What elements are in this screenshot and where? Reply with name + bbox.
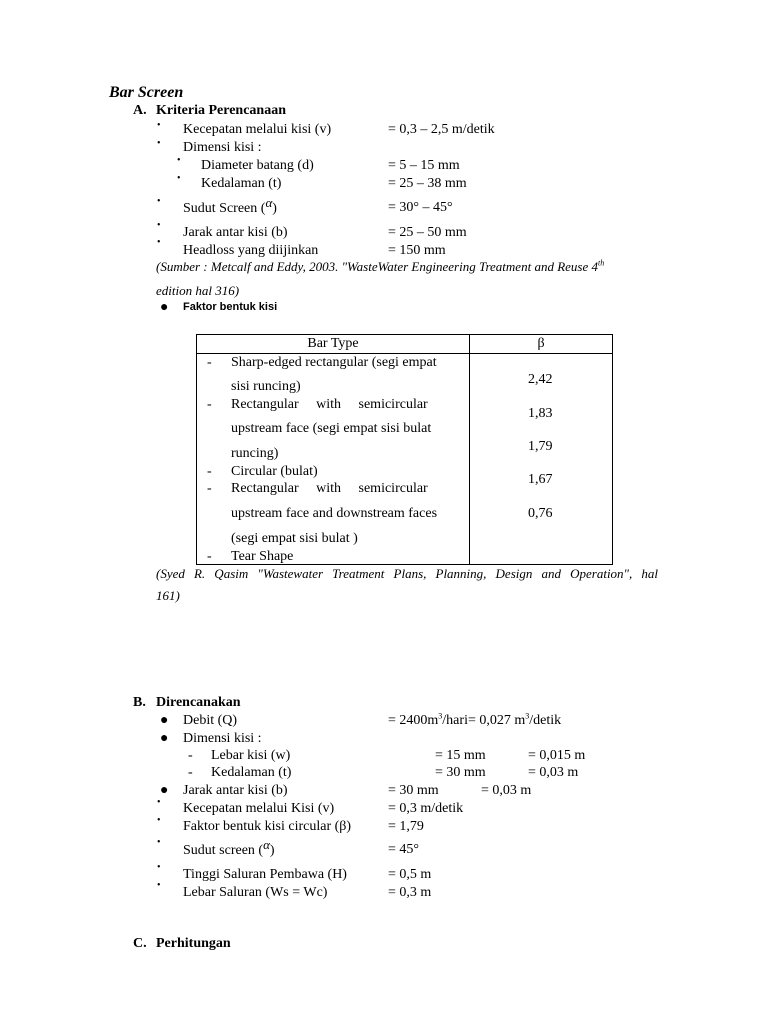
bar-type-text: Tear Shape — [231, 549, 294, 564]
criteria-label: Kecepatan melalui kisi (v) — [183, 122, 332, 137]
plan-label: Lebar Saluran (Ws = Wc) — [183, 885, 328, 900]
plan-label: Lebar kisi (w) — [211, 748, 291, 763]
plan-value: = 1,79 — [388, 819, 424, 834]
criteria-value: = 30° – 45° — [388, 200, 453, 215]
plan-value: = $2400m^3/hari= 0,027$ $m^3$/detik — [388, 711, 562, 728]
plan-label: Dimensi kisi : — [183, 731, 262, 746]
bullet-icon: ● — [160, 783, 169, 798]
list-dash: - — [207, 397, 212, 412]
bar-type-text: Rectangular with semicircular — [231, 481, 428, 496]
section-b-title: Direncanakan — [156, 695, 241, 710]
bullet-icon: ● — [160, 300, 169, 315]
plan-label: Tinggi Saluran Pembawa (H) — [183, 867, 347, 882]
criteria-value: = 150 mm — [388, 243, 446, 258]
bullet-icon: • — [177, 173, 181, 184]
bullet-icon: • — [157, 797, 161, 808]
bullet-icon: • — [157, 120, 161, 131]
alpha-symbol: α — [265, 195, 273, 210]
plan-label: Faktor bentuk kisi circular (β) — [183, 819, 352, 834]
criteria-value: = 0,3 – 2,5 m/detik — [388, 122, 495, 137]
criteria-label: Sudut Screen (α) — [183, 195, 277, 216]
bar-type-text: Rectangular with semicircular — [231, 397, 428, 412]
faktor-label: Faktor bentuk kisi — [183, 301, 278, 313]
list-dash: - — [207, 464, 212, 479]
bullet-icon: • — [157, 815, 161, 826]
criteria-value: = 25 – 50 mm — [388, 225, 467, 240]
bullet-icon: • — [157, 862, 161, 873]
list-dash: - — [188, 748, 193, 763]
plan-label: Kedalaman (t) — [211, 765, 292, 780]
criteria-label: Diameter batang (d) — [201, 158, 314, 173]
beta-value: 1,67 — [528, 472, 553, 487]
list-dash: - — [207, 355, 212, 370]
section-c-heading: C. — [133, 936, 147, 951]
plan-label: Kecepatan melalui Kisi (v) — [183, 801, 335, 816]
criteria-value: = 25 – 38 mm — [388, 176, 467, 191]
criteria-label: Kedalaman (t) — [201, 176, 282, 191]
criteria-label: Dimensi kisi : — [183, 140, 262, 155]
plan-value: = 0,3 m — [388, 885, 432, 900]
plan-value: = 30 mm — [388, 783, 439, 798]
plan-value: = 15 mm — [435, 748, 486, 763]
beta-value: 1,83 — [528, 406, 553, 421]
plan-value: = 30 mm — [435, 765, 486, 780]
bar-type-text: upstream face (segi empat sisi bulat — [231, 421, 432, 436]
bullet-icon: • — [177, 155, 181, 166]
plan-label: Debit (Q) — [183, 713, 238, 728]
bar-type-text: sisi runcing) — [231, 379, 301, 394]
bar-type-text: runcing) — [231, 446, 279, 461]
alpha-symbol: α — [263, 837, 270, 852]
beta-value: 2,42 — [528, 372, 553, 387]
bar-type-text: (segi empat sisi bulat ) — [231, 531, 358, 546]
table-header-type: Bar Type — [197, 335, 470, 354]
beta-value: 0,76 — [528, 506, 553, 521]
bullet-icon: • — [157, 837, 161, 848]
section-b-heading: B. — [133, 695, 146, 710]
citation: (Syed R. Qasim "Wastewater Treatment Plans, Planning, Design and Operation", hal — [156, 566, 658, 581]
beta-value: 1,79 — [528, 439, 553, 454]
plan-label: Jarak antar kisi (b) — [183, 783, 288, 798]
plan-value: = 45° — [388, 842, 419, 857]
plan-value: = 0,03 m — [481, 783, 532, 798]
bullet-icon: • — [157, 196, 161, 207]
plan-value: = 0,5 m — [388, 867, 432, 882]
citation: (Sumber : Metcalf and Eddy, 2003. "WasteWater Engineering Treatment and Reuse 4th — [156, 258, 605, 274]
bullet-icon: • — [157, 220, 161, 231]
section-a-heading: A. — [133, 103, 147, 118]
bullet-icon: ● — [160, 713, 169, 728]
plan-value: = 0,03 m — [528, 765, 579, 780]
plan-value: = 0,3 m/detik — [388, 801, 464, 816]
criteria-label: Jarak antar kisi (b) — [183, 225, 288, 240]
bar-type-text: upstream face and downstream faces — [231, 506, 438, 521]
section-a-title: Kriteria Perencanaan — [156, 103, 286, 118]
table-header-beta: β — [470, 335, 613, 354]
plan-value: = 0,015 m — [528, 748, 586, 763]
bullet-icon: • — [157, 880, 161, 891]
bar-type-table — [196, 334, 613, 565]
page-title: Bar Screen — [109, 84, 184, 101]
list-dash: - — [207, 481, 212, 496]
bullet-icon: • — [157, 138, 161, 149]
bullet-icon: ● — [160, 731, 169, 746]
citation-continuation: 161) — [156, 588, 180, 603]
criteria-value: = 5 – 15 mm — [388, 158, 460, 173]
list-dash: - — [207, 549, 212, 564]
bar-type-text: Sharp-edged rectangular (segi empat — [231, 355, 437, 370]
bar-type-text: Circular (bulat) — [231, 464, 318, 479]
bar-type-cell — [197, 354, 470, 565]
citation-continuation: edition hal 316) — [156, 283, 240, 298]
list-dash: - — [188, 765, 193, 780]
criteria-label: Headloss yang diijinkan — [183, 243, 319, 258]
section-c-title: Perhitungan — [156, 936, 231, 951]
bullet-icon: • — [157, 237, 161, 248]
plan-label: Sudut screen (α) — [183, 837, 275, 858]
beta-cell — [470, 354, 613, 565]
